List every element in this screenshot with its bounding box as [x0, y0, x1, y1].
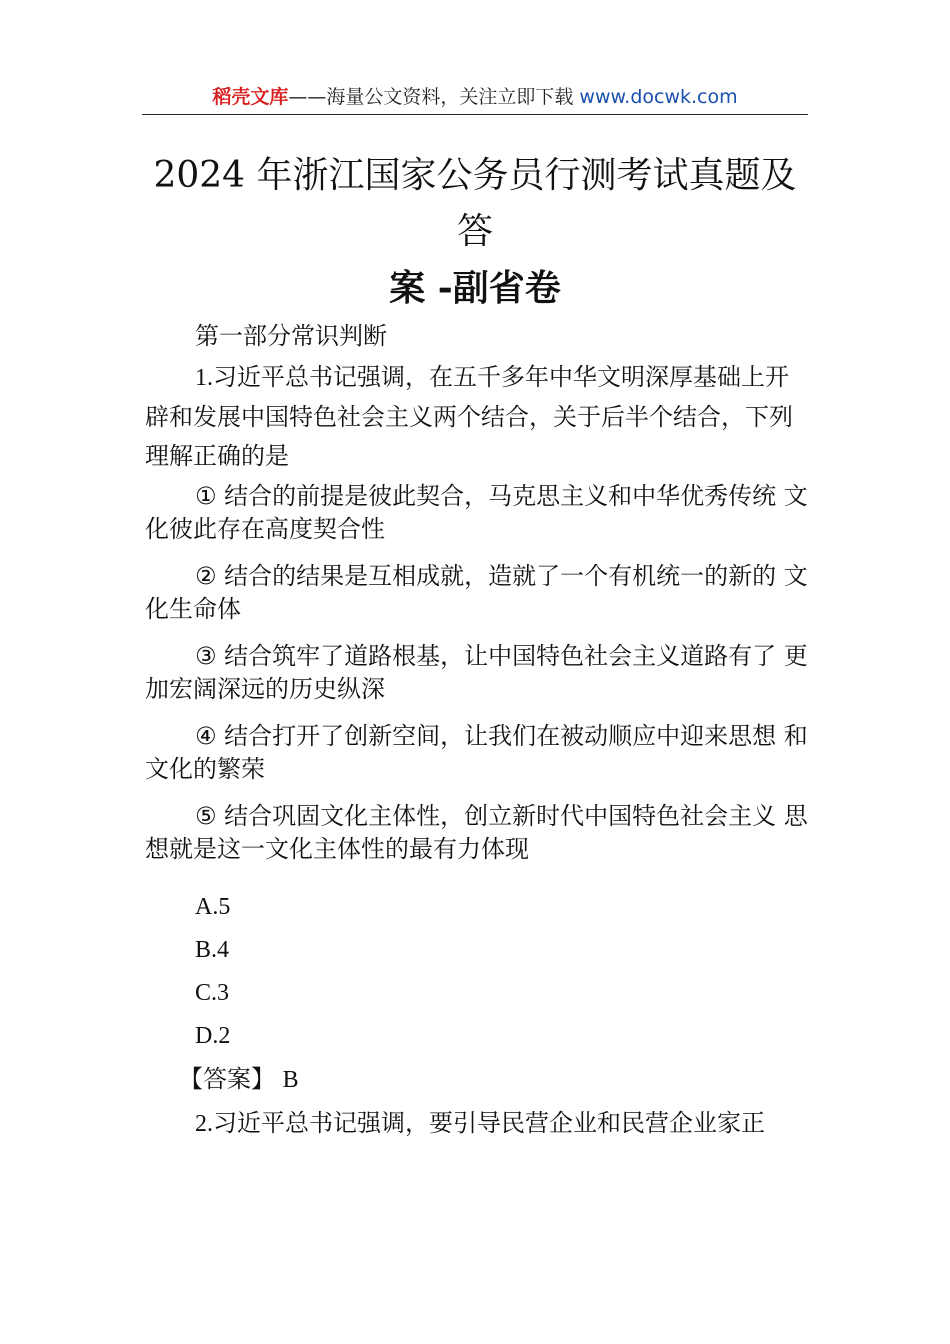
question-2: [145, 1102, 810, 1146]
choice-c: C.3: [195, 980, 230, 1006]
title-line-1: 2024 年浙江国家公务员行测考试真题及答: [153, 155, 797, 252]
question-number: 2.: [195, 1111, 213, 1137]
header-tagline: ——海量公文资料，关注立即下载: [288, 86, 574, 108]
site-link[interactable]: www.docwk.com: [579, 86, 738, 108]
answer-line: [145, 1058, 810, 1102]
document-title: [142, 148, 808, 316]
choice-a: A.5: [195, 894, 231, 920]
statement-5: ⑤ 结合巩固文化主体性，创立新时代中国特色社会主义 思想就是这一文化主体性的最有力体现: [145, 802, 808, 863]
statement-4: ④ 结合打开了创新空间，让我们在被动顺应中迎来思想 和文化的繁荣: [145, 722, 808, 783]
statement-3: ③ 结合筑牢了道路根基，让中国特色社会主义道路有了 更加宏阔深远的历史纵深: [145, 642, 808, 703]
page-header: [142, 82, 808, 115]
brand-name[interactable]: 稻壳文库: [212, 86, 289, 108]
statement-1: ① 结合的前提是彼此契合，马克思主义和中华优秀传统 文化彼此存在高度契合性: [145, 482, 808, 543]
title-line-2: 案 -副省卷: [389, 267, 561, 309]
answer-label: 【答案】: [179, 1065, 275, 1093]
answer-value: B: [282, 1067, 299, 1093]
section-heading: 第一部分常识判断: [195, 322, 387, 350]
choice-d: D.2: [195, 1023, 231, 1049]
question-1: [145, 358, 810, 476]
document-body: [145, 318, 810, 1146]
question-text: 习近平总书记强调，在五千多年中华文明深厚基础上开辟和发展中国特色社会主义两个结合，关于后半个结合，下列理解正确的是: [145, 363, 793, 470]
statement-2: ② 结合的结果是互相成就，造就了一个有机统一的新的 文化生命体: [145, 562, 808, 623]
choice-b: B.4: [195, 937, 230, 963]
question-number: 1.: [195, 365, 213, 391]
question-text: 习近平总书记强调，要引导民营企业和民营企业家正: [213, 1109, 765, 1137]
